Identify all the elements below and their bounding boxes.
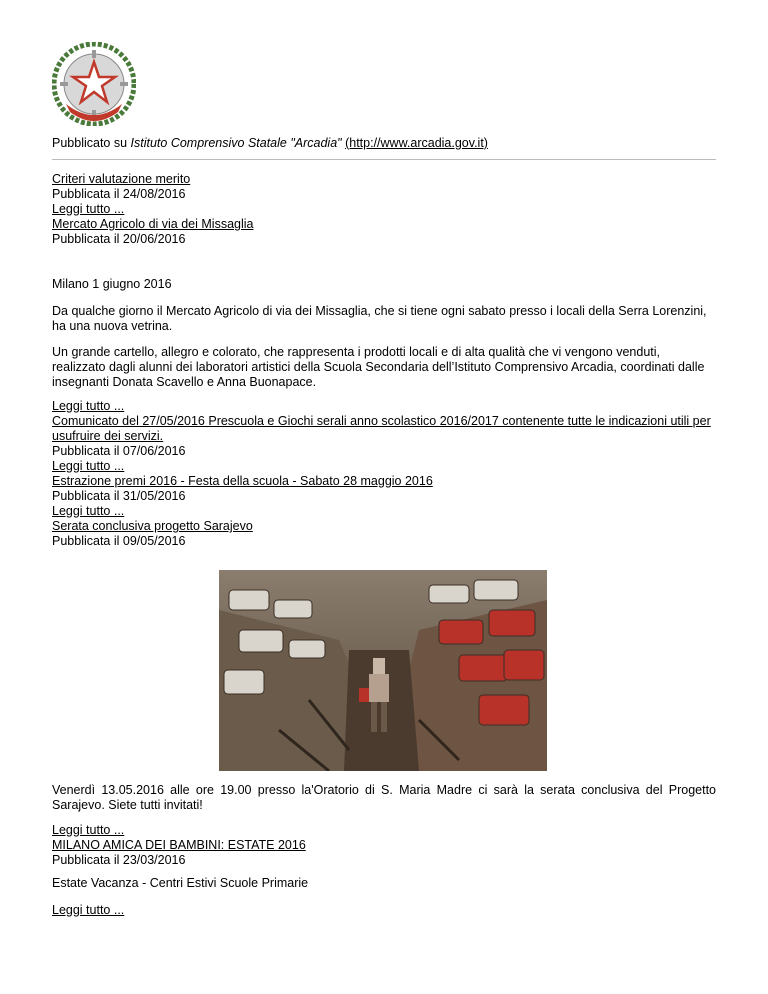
article-title-link[interactable]: Estrazione premi 2016 - Festa della scuola - Sabato 28 maggio 2016 <box>52 474 433 488</box>
article-list-top <box>52 172 716 247</box>
article-date: Pubblicata il 20/06/2016 <box>52 232 186 246</box>
article-title-link[interactable]: Criteri valutazione merito <box>52 172 191 186</box>
read-more-link[interactable]: Leggi tutto ... <box>52 823 125 837</box>
read-more-link[interactable]: Leggi tutto ... <box>52 399 125 413</box>
article-list-middle <box>52 399 716 549</box>
site-name: Istituto Comprensivo Statale "Arcadia" <box>130 136 342 150</box>
read-more-link[interactable]: Leggi tutto ... <box>52 903 125 917</box>
article-paragraph: Estate Vacanza - Centri Estivi Scuole Primarie <box>52 876 309 890</box>
article-date: Pubblicata il 09/05/2016 <box>52 534 186 548</box>
article-paragraph: Un grande cartello, allegro e colorato, che rappresenta i prodotti locali e di alta qualità che vi vengono venduti, realizzato dagli alunni dei laboratori artistici della Scuola Secondaria dell’Istituto Comprensivo Arcadia, coordinati dalle insegnanti Donata Scavello e Anna Buonapace. <box>52 345 705 389</box>
italian-republic-emblem-icon <box>52 42 136 126</box>
article-list-bottom <box>52 823 716 868</box>
article-list-end <box>52 903 716 918</box>
read-more-link[interactable]: Leggi tutto ... <box>52 504 125 518</box>
article-date: Pubblicata il 23/03/2016 <box>52 853 186 867</box>
article-body <box>52 277 716 292</box>
article-body <box>52 876 716 891</box>
article-date: Pubblicata il 31/05/2016 <box>52 489 186 503</box>
article-body <box>52 783 716 813</box>
article-date: Pubblicata il 07/06/2016 <box>52 444 186 458</box>
article-title-link[interactable]: Comunicato del 27/05/2016 Prescuola e Giochi serali anno scolastico 2016/2017 contenente tutte le indicazioni utili per usufruire dei servizi. <box>52 414 711 443</box>
article-title-link[interactable]: Serata conclusiva progetto Sarajevo <box>52 519 253 533</box>
published-on-line <box>52 136 488 150</box>
read-more-link[interactable]: Leggi tutto ... <box>52 459 125 473</box>
article-title-link[interactable]: Mercato Agricolo di via dei Missaglia <box>52 217 254 231</box>
header-divider <box>52 159 716 160</box>
article-paragraph: Milano 1 giugno 2016 <box>52 277 172 291</box>
article-paragraph: Venerdì 13.05.2016 alle ore 19.00 presso la'Oratorio di S. Maria Madre ci sarà la serata conclusiva del Progetto Sarajevo. Siete tutti invitati! <box>52 783 716 812</box>
article-paragraph: Da qualche giorno il Mercato Agricolo di via dei Missaglia, che si tiene ogni sabato presso i locali della Serra Lorenzini, ha una nuova vetrina. <box>52 304 707 333</box>
published-prefix: Pubblicato su <box>52 136 131 150</box>
site-url-link[interactable]: (http://www.arcadia.gov.it) <box>345 136 488 150</box>
article-title-link[interactable]: MILANO AMICA DEI BAMBINI: ESTATE 2016 <box>52 838 306 852</box>
article-body <box>52 304 716 334</box>
article-body <box>52 345 716 390</box>
read-more-link[interactable]: Leggi tutto ... <box>52 202 125 216</box>
article-date: Pubblicata il 24/08/2016 <box>52 187 186 201</box>
sarajevo-photo <box>219 570 547 771</box>
